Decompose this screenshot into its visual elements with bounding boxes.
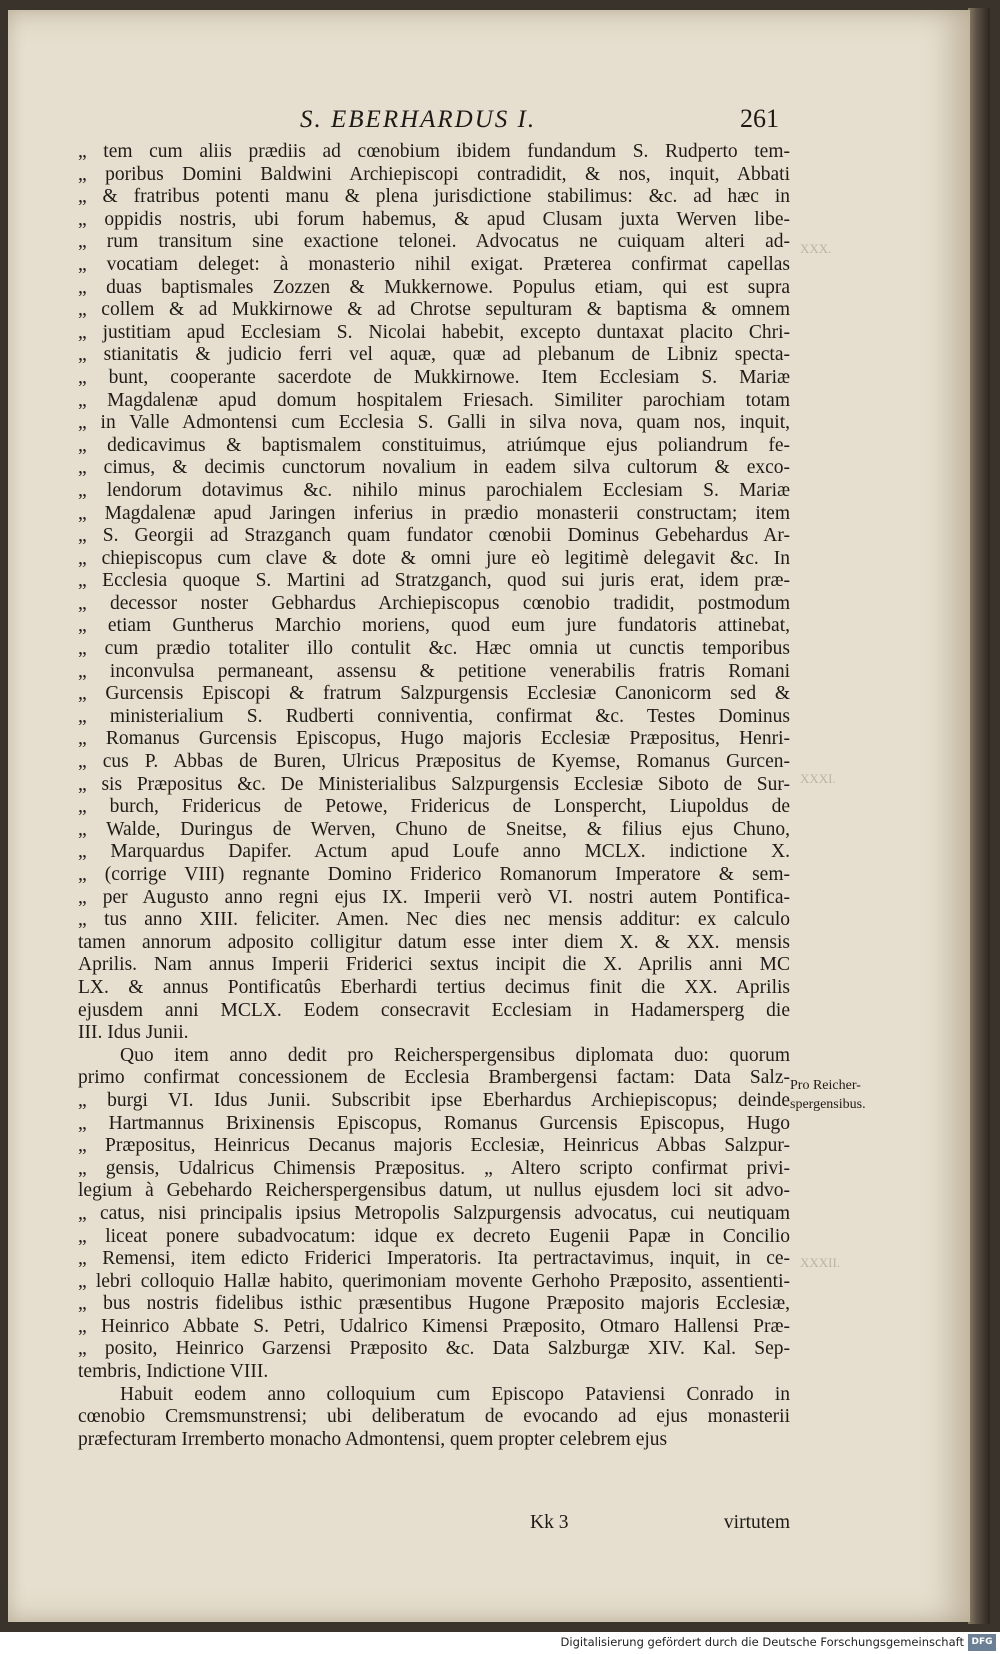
text-line: „ oppidis nostris, ubi forum habemus, & apud Clusam juxta Werven libe- [78,208,790,230]
text-line: „ bus nostris fidelibus isthic præsentibus Hugone Præposito majoris Ecclesiæ, [78,1293,790,1315]
dfg-logo: DFG [968,1634,996,1651]
text-line: „ (corrige VIII) regnante Domino Friderico Romanorum Imperatore & sem- [78,864,790,885]
page-number: 261 [740,104,779,133]
margin-note-line: Pro Reicher- [790,1078,861,1093]
text-line: „ etiam Guntherus Marchio moriens, quod eum jure fundatoris attinebat, [78,615,790,637]
text-line: „ Ecclesia quoque S. Martini ad Stratzganch, quod sui juris erat, idem præ- [78,570,790,592]
text-line: „ Heinrico Abbate S. Petri, Udalrico Kimensi Præposito, Otmaro Hallensi Præ- [78,1315,790,1337]
text-line: „ Præpositus, Heinricus Decanus majoris Ecclesiæ, Heinricus Abbas Salzpur- [78,1135,790,1157]
text-line: Habuit eodem anno colloquium cum Episcopo Pataviensi Conrado in [120,1383,790,1405]
text-line: præfecturam Irremberto monacho Admontensi, quem propter celebrem ejus [78,1428,668,1450]
text-line: III. Idus Junii. [78,1022,189,1044]
text-line: „ sis Præpositus &c. De Ministerialibus Salzpurgensis Ecclesiæ Siboto de Sur- [78,773,790,795]
page-header [300,106,800,140]
text-line: „ collem & ad Mukkirnowe & ad Chrotse sepulturam & baptisma & omnem [78,299,790,321]
page-edge [968,8,990,1624]
text-line: „ posito, Heinrico Garzensi Præposito &c. Data Salzburgæ XIV. Kal. Sep- [78,1338,790,1360]
text-line: „ S. Georgii ad Strazganch quam fundator cœnobii Dominus Gebehardus Ar- [78,525,790,547]
text-line: „ rum transitum sine exactione telonei. Advocatus ne cuiquam alteri ad- [78,231,790,253]
text-line: tembris, Indictione VIII. [78,1361,269,1383]
text-line: „ decessor noster Gebhardus Archiepiscopus cœnobio tradidit, postmodum [78,592,790,614]
text-line: „ Walde, Duringus de Werven, Chuno de Sneitse, & filius ejus Chuno, [78,818,790,840]
text-line: „ inconvulsa permaneant, assensu & petitione venerabilis fratris Romani [78,660,790,682]
signature-mark: Kk 3 [530,1512,569,1533]
text-line: „ in Valle Admontensi cum Ecclesia S. Galli in silva nova, quam nos, inquit, [78,412,790,434]
text-line: „ vocatiam deleget: à monasterio nihil exigat. Præterea confirmat capellas [78,253,790,275]
text-line: „ duas baptismales Zozzen & Mukkernowe. Populus etiam, qui est supra [78,276,790,298]
text-line: „ justitiam apud Ecclesiam S. Nicolai habebit, excepto duntaxat placito Chri- [78,321,790,343]
text-line: „ Marquardus Dapifer. Actum apud Loufe anno MCLX. indictione X. [78,841,790,863]
text-line: „ Magdalenæ apud Jaringen inferius in prædio monasterii constructam; item [78,502,790,524]
text-line: „ cimus, & decimis cunctorum novalium in eadem silva cultorum & exco- [78,457,790,479]
text-line: „ liceat ponere subadvocatum: idque ex decreto Eugenii Papæ in Concilio [78,1225,790,1247]
body-text [78,141,790,1451]
text-line: LX. & annus Pontificatûs Eberhardi tertius decimus finit die XX. Aprilis [78,976,790,998]
text-line: legium à Gebehardo Reicherspergensibus datum, ut nullus ejusdem loci sit advo- [78,1180,790,1202]
text-line: „ catus, nisi principalis ipsius Metropolis Salzpurgensis advocatus, cui neutiquam [78,1202,790,1224]
text-line: „ Hartmannus Brixinensis Episcopus, Romanus Gurcensis Episcopus, Hugo [78,1112,790,1134]
text-line: „ chiepiscopus cum clave & dote & omni jure eò legitimè delegavit &c. In [78,547,790,569]
show-through-text: XXX. [800,241,832,256]
text-line: „ dedicavimus & baptismalem constituimus, atriúmque ejus poliandrum fe- [78,434,790,456]
text-line: „ burgi VI. Idus Junii. Subscribit ipse Eberhardus Archiepiscopus; deinde [78,1089,790,1111]
text-line: „ cum prædio totaliter illo contulit &c. Hæc omnia ut cunctis temporibus [78,638,790,660]
text-line: „ cus P. Abbas de Buren, Ulricus Præpositus de Kyemse, Romanus Gurcen- [78,751,790,773]
show-through-text: XXXI. [800,771,836,786]
catchword: virtutem [723,1512,790,1533]
text-line: „ Magdalenæ apud domum hospitalem Friesach. Similiter parochiam totam [78,389,790,411]
margin-note-line: spergensibus. [790,1097,866,1112]
text-line: „ lebri colloquio Hallæ habito, querimoniam movente Gerhoho Præposito, assentienti- [78,1270,790,1292]
text-line: „ tus anno XIII. feliciter. Amen. Nec dies nec mensis additur: ex calculo [78,909,790,931]
text-line: „ poribus Domini Baldwini Archiepiscopi contradidit, & nos, inquit, Abbati [78,163,790,185]
running-title: S. EBERHARDUS I. [300,106,537,133]
digitization-notice: Digitalisierung gefördert durch die Deutsche Forschungsgemeinschaft [560,1635,964,1649]
text-line: ejusdem anni MCLX. Eodem consecravit Ecclesiam in Hadamersperg die [78,999,790,1021]
text-line: „ lendorum dotavimus &c. nihilo minus parochialem Ecclesiam S. Mariæ [78,479,790,501]
text-line: primo confirmat concessionem de Ecclesia Brambergensi factam: Data Salz- [78,1067,790,1089]
text-line: „ Remensi, item edicto Friderici Imperatoris. Ita pertractavimus, inquit, in ce- [78,1248,790,1270]
digitization-notice-bar [0,1632,1000,1654]
text-line: „ Gurcensis Episcopi & fratrum Salzpurgensis Ecclesiæ Canonicorm sed & [78,683,790,705]
text-line: „ gensis, Udalricus Chimensis Præpositus. „ Altero scripto confirmat privi- [78,1157,790,1179]
text-line: cœnobio Cremsmunstrensi; ubi deliberatum de evocando ad ejus monasterii [78,1406,790,1428]
margin-note [790,1076,870,1114]
text-line: „ ministerialium S. Rudberti conniventia, confirmat &c. Testes Dominus [78,705,790,727]
text-line: Quo item anno dedit pro Reicherspergensibus diplomata duo: quorum [120,1044,790,1066]
text-line: „ per Augusto anno regni ejus IX. Imperii verò VI. nostri autem Pontifica- [78,886,790,908]
text-line: „ stianitatis & judicio ferri vel aquæ, quæ ad plebanum de Libniz specta- [78,344,790,366]
text-line: „ Romanus Gurcensis Episcopus, Hugo majoris Ecclesiæ Præpositus, Henri- [78,728,790,750]
text-line: tamen annorum adposito colligitur datum esse inter diem X. & XX. mensis [78,931,790,953]
text-line: „ burch, Fridericus de Petowe, Fridericus de Lonspercht, Liupoldus de [78,796,790,818]
show-through-text: XXXII. [800,1255,841,1270]
text-line: Aprilis. Nam annus Imperii Friderici sextus incipit die X. Aprilis anni MC [78,954,790,976]
text-line: „ bunt, cooperante sacerdote de Mukkirnowe. Item Ecclesiam S. Mariæ [78,366,790,388]
page-footer [78,1512,790,1536]
text-line: „ & fratribus potenti manu & plena jurisdictione stabilimus: &c. ad hæc in [78,186,790,208]
text-line: „ tem cum aliis prædiis ad cœnobium ibidem fundandum S. Rudperto tem- [78,141,790,162]
